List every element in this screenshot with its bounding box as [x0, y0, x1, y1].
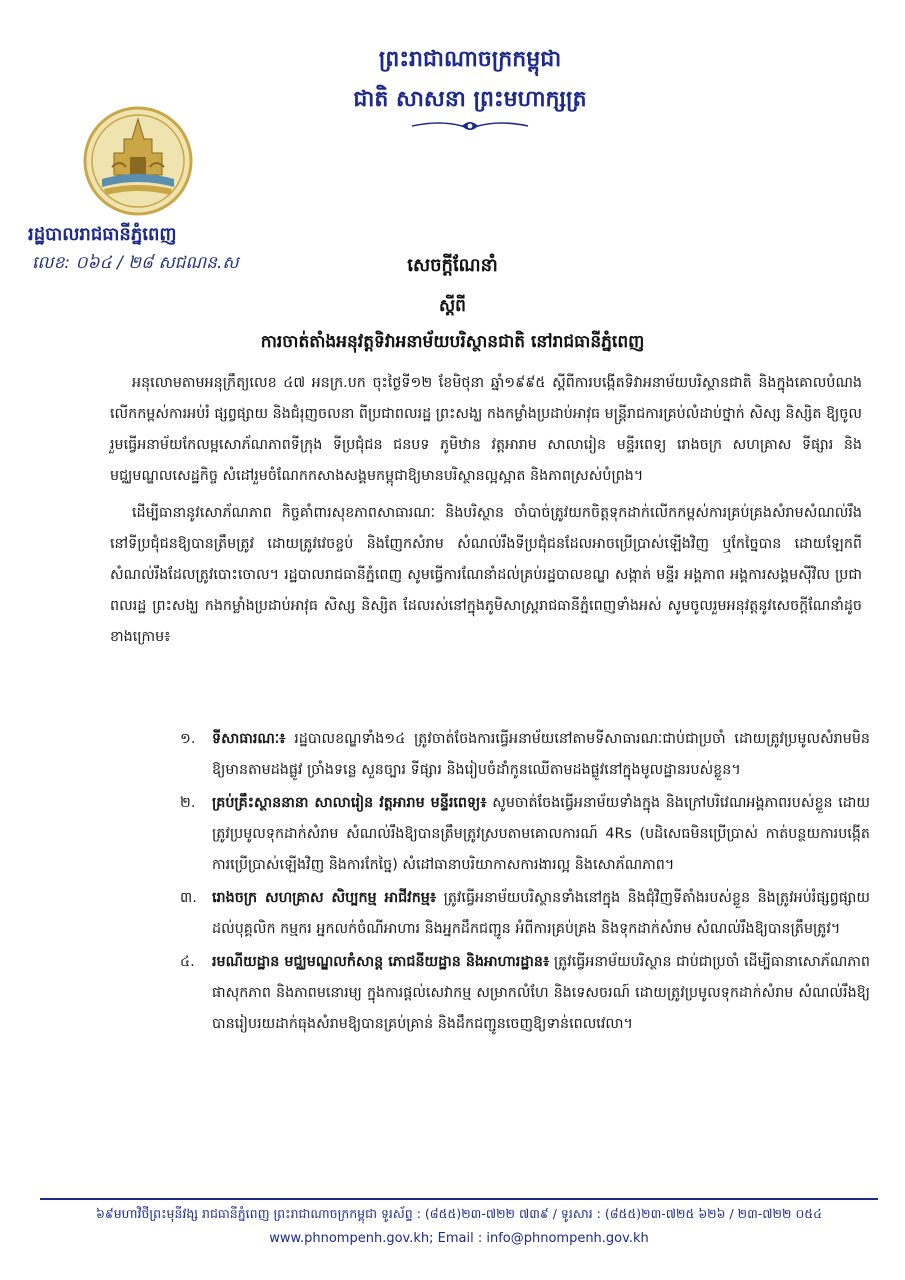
footer-address: ៦៩មហាវិថីព្រះមុនីវង្ស រាជធានីភ្នំពេញ ព្រះរាជាណាចក្រកម្ពុជា ទូរស័ព្ទ : (៨៥៥)២៣-៧២២ ៧៣៩ / ទូរសារ : (៨៥៥)២៣-៧២៥ ៦២៦ / ២៣-៧២២ ០៥៤ [96, 1206, 822, 1221]
document-title [150, 252, 755, 360]
list-item-body [212, 947, 870, 1040]
title-line-2: ស្តីពី [439, 296, 466, 316]
list-item-heading: គ្រប់គ្រឹះស្ថាននានា សាលារៀន វត្តអារាម មន្ទីរពេទ្យ៖ [212, 795, 487, 811]
list-item [180, 947, 870, 1040]
list-item-number: ៤. [180, 954, 195, 970]
list-item-body [212, 788, 870, 881]
footer-divider [40, 1198, 878, 1200]
list-item-number: ៣. [180, 890, 197, 906]
scroll-ornament-icon [410, 116, 530, 136]
kingdom-title: ព្រះរាជាណាចក្រកម្ពុជា [378, 47, 562, 72]
list-item [180, 788, 870, 881]
list-item [180, 883, 870, 945]
list-item [180, 724, 870, 786]
paragraph-instruction: ដើម្បីធានានូវសោភ័ណភាព កិច្ចគាំពារសុខភាពសាធារណៈ និងបរិស្ថាន ចាំបាច់ត្រូវយកចិត្តទុកដាក់លើកកម្ពស់ការគ្រប់គ្រងសំរាមសំណល់រឹងនៅទីប្រជុំជនឱ្យបានត្រឹមត្រូវ ដោយត្រូវវេចខ្ចប់ និងញែកសំរាម សំណល់រឹងទីប្រជុំជនដែលអាចប្រើប្រាស់ឡើងវិញ ឬកែច្នៃបាន ដោយឡែកពីសំណល់រឹងដែលត្រូវបោះចោល។ រដ្ឋបាលរាជធានីភ្នំពេញ សូមធ្វើការណែនាំដល់គ្រប់រដ្ឋបាលខណ្ឌ សង្កាត់ មន្ទីរ អង្គភាព អង្គការសង្គមស៊ីវិល ប្រជាពលរដ្ឋ ព្រះសង្ឃ កងកម្លាំងប្រដាប់អាវុធ សិស្ស និស្សិត ដែលរស់នៅក្នុងភូមិសាស្ត្ររាជធានីភ្នំពេញទាំងអស់ សូមចូលរួមអនុវត្តនូវសេចក្តីណែនាំដូចខាងក្រោម៖ [110, 505, 862, 645]
footer-website[interactable]: www.phnompenh.gov.kh; Email : info@phnompenh.gov.kh [269, 1231, 649, 1246]
document-body [110, 368, 862, 653]
paragraph-intro: អនុលោមតាមអនុក្រឹត្យលេខ ៤៧ អនក្រ.បក ចុះថ្ងៃទី១២ ខែមិថុនា ឆ្នាំ១៩៩៥ ស្តីពីការបង្កើតទិវាអនាម័យបរិស្ថានជាតិ និងក្នុងគោលបំណងលើកកម្ពស់ការអប់រំ ផ្សព្វផ្សាយ និងជំរុញចលនា ពីប្រជាពលរដ្ឋ ព្រះសង្ឃ កងកម្លាំងប្រដាប់អាវុធ មន្ត្រីរាជការគ្រប់លំដាប់ថ្នាក់ សិស្ស និស្សិត ឱ្យចូលរួមធ្វើអនាម័យកែលម្អសោភ័ណភាពទីក្រុង ទីប្រជុំជន ជនបទ ភូមិឋាន វត្តអារាម សាលារៀន មន្ទីរពេទ្យ រោងចក្រ សហគ្រាស ទីផ្សារ និងមជ្ឈមណ្ឌលសេដ្ឋកិច្ច សំដៅរួមចំណែកកសាងសង្គមកម្ពុជាឱ្យមានបរិស្ថានល្អស្អាត និងភាពស្រស់បំព្រង។ [110, 375, 862, 484]
list-item-number: ២. [180, 795, 196, 811]
phnom-penh-emblem-icon [82, 105, 194, 217]
list-item-text: ត្រូវធ្វើអនាម័យបរិស្ថាន ជាប់ជាប្រចាំ ដើម្បីធានាសោភ័ណភាព ផាសុកភាព និងភាពមនោរម្យ ក្នុងការផ្តល់សេវាកម្ម សម្រាកលំហែ និងទេសចរណ៍ ដោយត្រូវប្រមូលទុកដាក់សំរាម សំណល់រឹងឱ្យបានរៀបរយដាក់ធុងសំរាមឱ្យបានគ្រប់គ្រាន់ និងដឹកជញ្ជូនចេញឱ្យទាន់ពេលវេលា។ [212, 954, 871, 1032]
national-motto: ជាតិ សាសនា ព្រះមហាក្សត្រ [353, 87, 587, 112]
national-header [270, 40, 670, 120]
list-item-text: រដ្ឋបាលខណ្ឌទាំង១៤ ត្រូវចាត់ចែងការធ្វើអនាម័យនៅតាមទីសាធារណៈជាប់ជាប្រចាំ ដោយត្រូវប្រមូលសំរាមមិនឱ្យមានតាមដងផ្លូវ ច្រាំងទន្លេ សួនច្បារ ទីផ្សារ និងរៀបចំដាំកូនឈើតាមដងផ្លូវនៅក្នុងមូលដ្ឋានរបស់ខ្លួន។ [212, 731, 870, 778]
list-item-number: ១. [180, 731, 196, 747]
list-item-text: សូមចាត់ចែងធ្វើអនាម័យទាំងក្នុង និងក្រៅបរិវេណអង្គភាពរបស់ខ្លួន ដោយត្រូវប្រមូលទុកដាក់សំរាម សំណល់រឹងឱ្យបានត្រឹមត្រូវស្របតាមគោលការណ៍ 4Rs (បដិសេធមិនប្រើប្រាស់ កាត់បន្ថយការបង្កើត ការប្រើប្រាស់ឡើងវិញ និងការកែច្នៃ) សំដៅធានាបរិយាកាសការងារល្អ និងសោភ័ណភាព។ [212, 795, 870, 873]
title-line-1: សេចក្តីណែនាំ [407, 255, 498, 276]
list-item-heading: រមណីយដ្ឋាន មជ្ឈមណ្ឌលកំសាន្ត ភោជនីយដ្ឋាន និងអាហារដ្ឋាន៖ [212, 954, 550, 970]
list-item-heading: ទីសាធារណៈ៖ [212, 731, 286, 747]
issuing-agency: រដ្ឋបាលរាជធានីភ្នំពេញ [28, 224, 177, 245]
title-line-3: ការចាត់តាំងអនុវត្តទិវាអនាម័យបរិស្ថានជាតិ នៅរាជធានីភ្នំពេញ [260, 332, 645, 352]
list-item-body [212, 724, 870, 786]
instruction-list [180, 724, 870, 1042]
list-item-heading: រោងចក្រ សហគ្រាស សិប្បកម្ម អាជីវកម្ម៖ [212, 890, 437, 906]
list-item-body [212, 883, 870, 945]
reference-number: លេខ: ០៦៤ / ២៨ សជណន.ស [32, 253, 239, 273]
list-item-text: ត្រូវធ្វើអនាម័យបរិស្ថានទាំងនៅក្នុង និងជុំវិញទីតាំងរបស់ខ្លួន និងត្រូវអប់រំផ្សព្វផ្សាយដល់បុគ្គលិក កម្មករ អ្នកលក់ចំណីអាហារ និងអ្នកដឹកជញ្ជូន អំពីការគ្រប់គ្រង និងទុកដាក់សំរាម សំណល់រឹងឱ្យបានត្រឹមត្រូវ។ [212, 890, 871, 937]
